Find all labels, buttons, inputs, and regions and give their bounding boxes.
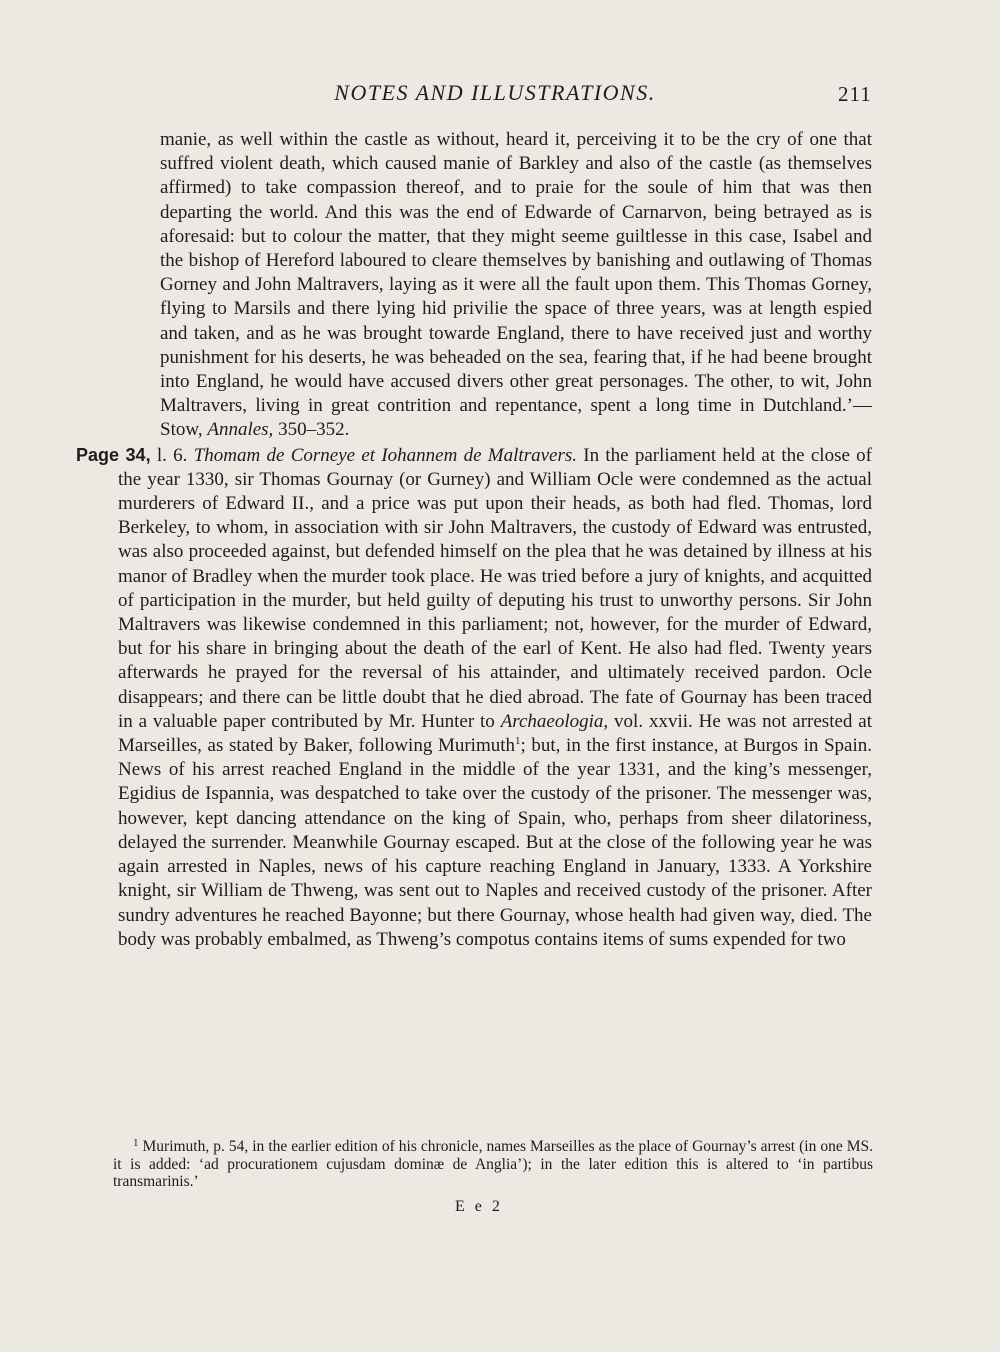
note-entry — [76, 443, 873, 952]
running-title: NOTES AND ILLUSTRATIONS. — [334, 80, 656, 105]
note-text-part-c: ; but, in the first instance, at Burgos in Spain. News of his arrest reached England in the middle of the year 1331, and the king’s messenger, Egidius de Ispannia, was despatched to take over the custody of the prisoner. The messenger was, however, kept dancing attendance on the king of Spain, who, perhaps from sheer dilatoriness, delayed the surrender. Meanwhile Gournay escaped. But at the close of the following year he was again arrested in Naples, news of his capture reaching England in January, 1333. A Yorkshire knight, sir William de Thweng, was sent out to Naples and received custody of the prisoner. After sundry adventures he reached Bayonne; but there Gournay, whose health had given way, died. The body was probably embalmed, as Thweng’s compotus contains items of sums expended for two — [118, 735, 872, 950]
quotation-text: manie, as well within the castle as without, heard it, perceiving it to be the cry of one that suffred violent death, which caused manie of Barkley and also of the castle (as themselves affirmed) to take compassion thereof, and to praie for the soule of him that was then departing the world. And this was the end of Edwarde of Carnarvon, being betrayed as is aforesaid: but to colour the matter, that they might seeme guiltlesse in this case, Isabel and the bishop of Hereford laboured to cleare themselves by banishing and outlawing of Thomas Gorney and John Maltravers, laying as it were all the fault upon them. This Thomas Gorney, flying to Marsils and there lying hid privilie the space of three years, was at length espied and taken, and as he was brought towarde England, there to have received just and worthy punishment for his deserts, he was beheaded on the sea, fearing that, if he had beene brought into England, he would have accused divers other great personages. The other, to wit, John Maltravers, living in great contrition and repentance, spent a long time in Dutchland.’—Stow, — [160, 129, 872, 441]
quotation-paragraph — [160, 128, 872, 443]
signature-mark: E e 2 — [455, 1198, 503, 1215]
page-number: 211 — [838, 82, 872, 106]
note-text-part-a: In the parliament held at the close of the year 1330, sir Thomas Gournay (or Gurney) and William Ocle were condemned as the actual murderers of Edward II., and a price was put upon their heads, as both had fled. Thomas, lord Berkeley, to whom, in association with sir John Maltravers, the custody of Edward was entrusted, was also proceeded against, but defended himself on the plea that he was detained by illness at his manor of Bradley when the murder took place. He was tried before a jury of knights, and acquitted of participation in the murder, but held guilty of deputing his trust to unworthy persons. Sir John Maltravers was likewise condemned in this parliament; not, however, for the murder of Edward, but for his share in bringing about the death of the earl of Kent. He also had fled. Twenty years afterwards he prayed for the reversal of his attainder, and ultimately received pardon. Ocle disappears; and there can be little doubt that he died abroad. The fate of Gournay has been traced in a valuable paper contributed by Mr. Hunter to — [118, 444, 873, 732]
latin-heading: Thomam de Corneye et Iohannem de Maltravers. — [193, 444, 577, 466]
footnote — [113, 1135, 873, 1191]
source-title: Annales, — [207, 419, 274, 441]
note-text-part-b: vol. xxvii. He was not arrested at Marseilles, as stated by Baker, following Murimuth — [118, 710, 873, 757]
line-reference: l. 6. — [150, 444, 194, 466]
journal-title: Archaeologia, — [500, 710, 609, 732]
footnote-text: Murimuth, p. 54, in the earlier edition of his chronicle, names Marseilles as the place of Gournay’s arrest (in one MS. it is added: ‘ad procurationem cujusdam dominæ de Anglia’); in the later edition this is altered to ‘in partibus transmarinis.’ — [113, 1138, 873, 1190]
source-pages: 350–352. — [273, 419, 350, 441]
footnote-mark: 1 — [133, 1137, 139, 1149]
page-reference: Page 34, — [76, 444, 151, 465]
footnote-reference: 1 — [515, 735, 521, 748]
body-text — [76, 128, 873, 952]
